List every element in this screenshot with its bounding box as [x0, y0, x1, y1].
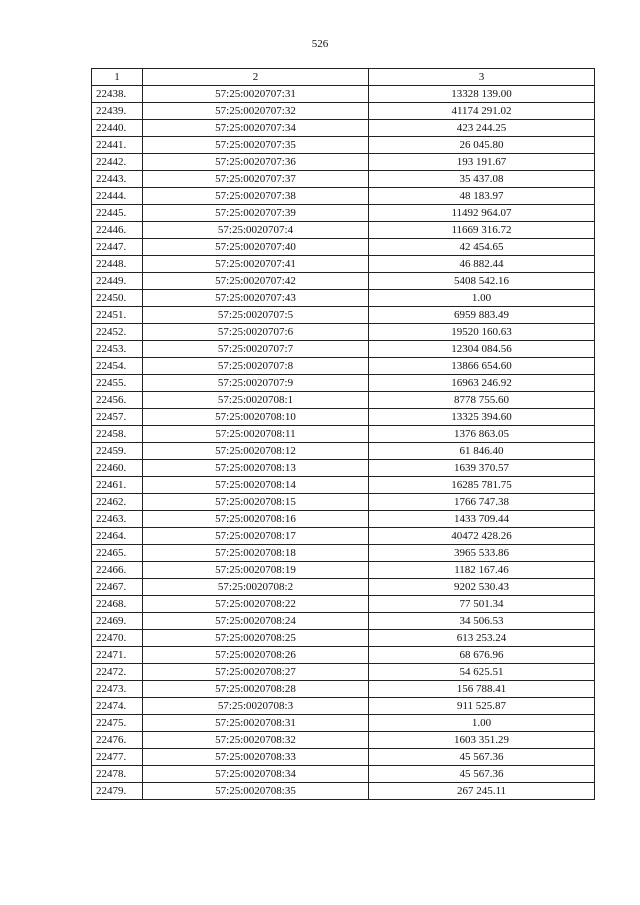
table-row: [92, 579, 595, 596]
cadastral-number: 57:25:0020708:28: [143, 681, 369, 698]
cadastral-value: 35 437.08: [369, 171, 595, 188]
table-row: [92, 103, 595, 120]
table-row: [92, 630, 595, 647]
cadastral-value: 1639 370.57: [369, 460, 595, 477]
cadastral-value: 41174 291.02: [369, 103, 595, 120]
column-header-3: 3: [369, 69, 595, 86]
table-row: [92, 511, 595, 528]
cadastral-number: 57:25:0020708:33: [143, 749, 369, 766]
table-row: [92, 86, 595, 103]
header-row: [92, 69, 595, 86]
row-number: 22443.: [92, 171, 143, 188]
row-number: 22476.: [92, 732, 143, 749]
cadastral-value: 34 506.53: [369, 613, 595, 630]
row-number: 22465.: [92, 545, 143, 562]
cadastral-number: 57:25:0020707:7: [143, 341, 369, 358]
row-number: 22442.: [92, 154, 143, 171]
table-row: [92, 290, 595, 307]
cadastral-value: 40472 428.26: [369, 528, 595, 545]
cadastral-value: 911 525.87: [369, 698, 595, 715]
row-number: 22477.: [92, 749, 143, 766]
table-row: [92, 596, 595, 613]
table-row: [92, 732, 595, 749]
cadastral-value: 267 245.11: [369, 783, 595, 800]
table-row: [92, 426, 595, 443]
table-row: [92, 171, 595, 188]
table-row: [92, 562, 595, 579]
row-number: 22452.: [92, 324, 143, 341]
table-row: [92, 341, 595, 358]
cadastral-value: 45 567.36: [369, 749, 595, 766]
row-number: 22455.: [92, 375, 143, 392]
cadastral-value: 1.00: [369, 715, 595, 732]
column-header-2: 2: [143, 69, 369, 86]
row-number: 22439.: [92, 103, 143, 120]
row-number: 22449.: [92, 273, 143, 290]
row-number: 22454.: [92, 358, 143, 375]
cadastral-value: 26 045.80: [369, 137, 595, 154]
cadastral-value-table: [91, 68, 595, 800]
cadastral-number: 57:25:0020708:31: [143, 715, 369, 732]
cadastral-value: 13866 654.60: [369, 358, 595, 375]
cadastral-number: 57:25:0020708:10: [143, 409, 369, 426]
table-row: [92, 324, 595, 341]
table-row: [92, 749, 595, 766]
row-number: 22472.: [92, 664, 143, 681]
table-row: [92, 137, 595, 154]
cadastral-number: 57:25:0020708:13: [143, 460, 369, 477]
table-row: [92, 222, 595, 239]
row-number: 22444.: [92, 188, 143, 205]
cadastral-value: 16963 246.92: [369, 375, 595, 392]
cadastral-number: 57:25:0020708:32: [143, 732, 369, 749]
table-row: [92, 409, 595, 426]
table-row: [92, 664, 595, 681]
cadastral-value: 68 676.96: [369, 647, 595, 664]
cadastral-number: 57:25:0020708:2: [143, 579, 369, 596]
cadastral-value: 1433 709.44: [369, 511, 595, 528]
row-number: 22448.: [92, 256, 143, 273]
row-number: 22441.: [92, 137, 143, 154]
table-row: [92, 375, 595, 392]
cadastral-number: 57:25:0020708:16: [143, 511, 369, 528]
cadastral-number: 57:25:0020708:12: [143, 443, 369, 460]
cadastral-number: 57:25:0020708:25: [143, 630, 369, 647]
cadastral-number: 57:25:0020707:8: [143, 358, 369, 375]
cadastral-value: 1766 747.38: [369, 494, 595, 511]
table-row: [92, 460, 595, 477]
cadastral-number: 57:25:0020707:41: [143, 256, 369, 273]
cadastral-value: 16285 781.75: [369, 477, 595, 494]
cadastral-value: 42 454.65: [369, 239, 595, 256]
row-number: 22456.: [92, 392, 143, 409]
cadastral-value: 45 567.36: [369, 766, 595, 783]
row-number: 22474.: [92, 698, 143, 715]
cadastral-value: 423 244.25: [369, 120, 595, 137]
cadastral-number: 57:25:0020707:39: [143, 205, 369, 222]
cadastral-number: 57:25:0020708:18: [143, 545, 369, 562]
cadastral-number: 57:25:0020708:11: [143, 426, 369, 443]
cadastral-number: 57:25:0020707:32: [143, 103, 369, 120]
row-number: 22447.: [92, 239, 143, 256]
row-number: 22471.: [92, 647, 143, 664]
row-number: 22468.: [92, 596, 143, 613]
cadastral-number: 57:25:0020708:27: [143, 664, 369, 681]
cadastral-value: 3965 533.86: [369, 545, 595, 562]
row-number: 22457.: [92, 409, 143, 426]
cadastral-value: 54 625.51: [369, 664, 595, 681]
table-row: [92, 783, 595, 800]
row-number: 22451.: [92, 307, 143, 324]
cadastral-value: 77 501.34: [369, 596, 595, 613]
table-row: [92, 307, 595, 324]
row-number: 22453.: [92, 341, 143, 358]
table-row: [92, 392, 595, 409]
cadastral-value: 19520 160.63: [369, 324, 595, 341]
cadastral-value: 13325 394.60: [369, 409, 595, 426]
row-number: 22450.: [92, 290, 143, 307]
cadastral-number: 57:25:0020707:34: [143, 120, 369, 137]
table-row: [92, 477, 595, 494]
cadastral-number: 57:25:0020708:22: [143, 596, 369, 613]
cadastral-number: 57:25:0020707:36: [143, 154, 369, 171]
cadastral-value: 61 846.40: [369, 443, 595, 460]
cadastral-value: 13328 139.00: [369, 86, 595, 103]
cadastral-value: 1603 351.29: [369, 732, 595, 749]
cadastral-number: 57:25:0020708:17: [143, 528, 369, 545]
row-number: 22478.: [92, 766, 143, 783]
table-row: [92, 239, 595, 256]
cadastral-number: 57:25:0020708:24: [143, 613, 369, 630]
cadastral-value: 8778 755.60: [369, 392, 595, 409]
cadastral-number: 57:25:0020707:40: [143, 239, 369, 256]
row-number: 22479.: [92, 783, 143, 800]
page-number: 526: [311, 38, 329, 50]
row-number: 22460.: [92, 460, 143, 477]
row-number: 22440.: [92, 120, 143, 137]
cadastral-number: 57:25:0020708:1: [143, 392, 369, 409]
cadastral-value: 46 882.44: [369, 256, 595, 273]
cadastral-value: 5408 542.16: [369, 273, 595, 290]
cadastral-number: 57:25:0020707:6: [143, 324, 369, 341]
cadastral-number: 57:25:0020707:4: [143, 222, 369, 239]
row-number: 22475.: [92, 715, 143, 732]
table-row: [92, 443, 595, 460]
cadastral-value: 48 183.97: [369, 188, 595, 205]
cadastral-number: 57:25:0020707:35: [143, 137, 369, 154]
row-number: 22458.: [92, 426, 143, 443]
table-body: [92, 86, 595, 800]
table-header: [92, 69, 595, 86]
table-row: [92, 205, 595, 222]
cadastral-number: 57:25:0020708:26: [143, 647, 369, 664]
cadastral-number: 57:25:0020707:31: [143, 86, 369, 103]
table-row: [92, 358, 595, 375]
cadastral-number: 57:25:0020707:38: [143, 188, 369, 205]
cadastral-value: 9202 530.43: [369, 579, 595, 596]
row-number: 22446.: [92, 222, 143, 239]
cadastral-number: 57:25:0020707:42: [143, 273, 369, 290]
table-row: [92, 715, 595, 732]
row-number: 22464.: [92, 528, 143, 545]
row-number: 22461.: [92, 477, 143, 494]
table-row: [92, 681, 595, 698]
cadastral-number: 57:25:0020708:34: [143, 766, 369, 783]
column-header-1: 1: [92, 69, 143, 86]
row-number: 22470.: [92, 630, 143, 647]
row-number: 22445.: [92, 205, 143, 222]
row-number: 22466.: [92, 562, 143, 579]
row-number: 22459.: [92, 443, 143, 460]
table-row: [92, 256, 595, 273]
cadastral-value: 12304 084.56: [369, 341, 595, 358]
table-row: [92, 698, 595, 715]
cadastral-value: 1376 863.05: [369, 426, 595, 443]
cadastral-value: 1182 167.46: [369, 562, 595, 579]
cadastral-value: 6959 883.49: [369, 307, 595, 324]
cadastral-number: 57:25:0020708:35: [143, 783, 369, 800]
table-row: [92, 545, 595, 562]
cadastral-number: 57:25:0020707:5: [143, 307, 369, 324]
cadastral-value: 11669 316.72: [369, 222, 595, 239]
row-number: 22438.: [92, 86, 143, 103]
cadastral-value: 193 191.67: [369, 154, 595, 171]
table-row: [92, 154, 595, 171]
cadastral-value: 613 253.24: [369, 630, 595, 647]
cadastral-number: 57:25:0020708:15: [143, 494, 369, 511]
cadastral-number: 57:25:0020707:37: [143, 171, 369, 188]
row-number: 22473.: [92, 681, 143, 698]
cadastral-number: 57:25:0020707:9: [143, 375, 369, 392]
cadastral-number: 57:25:0020708:19: [143, 562, 369, 579]
table-row: [92, 120, 595, 137]
cadastral-value: 156 788.41: [369, 681, 595, 698]
table-row: [92, 528, 595, 545]
cadastral-value: 11492 964.07: [369, 205, 595, 222]
table-row: [92, 647, 595, 664]
table-row: [92, 613, 595, 630]
row-number: 22469.: [92, 613, 143, 630]
table-row: [92, 766, 595, 783]
row-number: 22463.: [92, 511, 143, 528]
table-row: [92, 494, 595, 511]
row-number: 22467.: [92, 579, 143, 596]
cadastral-number: 57:25:0020708:3: [143, 698, 369, 715]
table-row: [92, 188, 595, 205]
cadastral-number: 57:25:0020708:14: [143, 477, 369, 494]
table-row: [92, 273, 595, 290]
cadastral-number: 57:25:0020707:43: [143, 290, 369, 307]
row-number: 22462.: [92, 494, 143, 511]
cadastral-value: 1.00: [369, 290, 595, 307]
